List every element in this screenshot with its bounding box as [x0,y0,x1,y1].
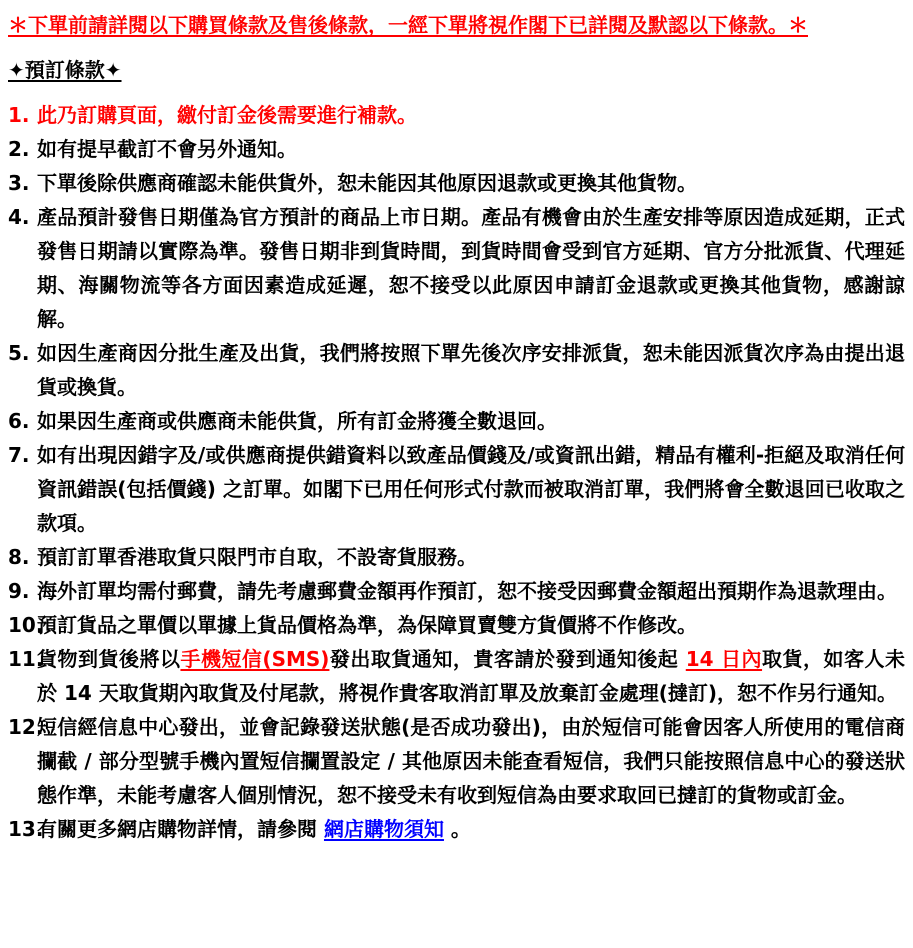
term-text-segment: 貨物到貨後將以 [37,647,181,671]
term-number: 10. [8,613,44,637]
term-text-segment: 預訂貨品之單價以單據上貨品價格為準，為保障買賣雙方貨價將不作修改。 [37,613,697,637]
term-text [37,137,297,161]
term-text-segment: 發出取貨通知，貴客請於發到通知後起 [329,647,686,671]
term-text-segment: 如有提早截訂不會另外通知。 [37,137,297,161]
term-text [37,409,557,433]
term-number: 8. [8,545,30,569]
term-number: 6. [8,409,30,433]
term-number: 9. [8,579,30,603]
term-text-segment: 。 [443,817,471,841]
term-text-segment: 下單後除供應商確認未能供貨外，恕未能因其他原因退款或更換其他貨物。 [37,171,697,195]
term-item [8,710,905,812]
term-item [8,98,905,132]
term-item [8,438,905,540]
term-text [37,613,697,637]
term-number: 3. [8,171,30,195]
term-number: 12. [8,715,44,739]
term-item [8,404,905,438]
term-item [8,608,905,642]
term-number: 4. [8,205,30,229]
section-title-preorder-terms: ✦預訂條款✦ [8,58,122,82]
term-number: 7. [8,443,30,467]
red-underline-highlight: 14 日內 [685,647,763,671]
term-text [37,205,905,331]
term-item [8,132,905,166]
term-text [37,103,417,127]
term-text-segment: 短信經信息中心發出，並會記錄發送狀態(是否成功發出)，由於短信可能會因客人所使用的電信商攔截 / 部分型號手機內置短信攔置設定 / 其他原因未能查看短信，我們只能按照信息中心的發送狀態作準，未能考慮客人個別情況，恕不接受未有收到短信為由要求取回已撻訂的貨物或訂金。 [37,715,905,807]
store-shopping-notice-link[interactable]: 網店購物須知 [323,817,444,841]
term-number: 2. [8,137,30,161]
term-item [8,200,905,336]
term-text [37,171,697,195]
term-item [8,336,905,404]
term-text [37,647,905,705]
term-text-segment: 如有出現因錯字及/或供應商提供錯資料以致產品價錢及/或資訊出錯，精品有權利-拒絕及取消任何資訊錯誤(包括價錢) 之訂單。如閣下已用任何形式付款而被取消訂單，我們將會全數退回已收取之款項。 [37,443,905,535]
term-item [8,166,905,200]
term-text-segment: 有關更多網店購物詳情，請參閱 [37,817,324,841]
term-number: 11. [8,647,44,671]
term-text-segment: 產品預計發售日期僅為官方預計的商品上市日期。產品有機會由於生產安排等原因造成延期，正式發售日期請以實際為準。發售日期非到貨時間，到貨時間會受到官方延期、官方分批派貨、代理延期、海關物流等各方面因素造成延遲，恕不接受以此原因申請訂金退款或更換其他貨物，感謝諒解。 [37,205,905,331]
term-text-segment: 此乃訂購頁面，繳付訂金後需要進行補款。 [37,103,417,127]
term-text-segment: 海外訂單均需付郵費，請先考慮郵費金額再作預訂，恕不接受因郵費金額超出預期作為退款理由。 [37,579,897,603]
term-number: 13. [8,817,44,841]
terms-list [8,98,905,846]
red-underline-highlight: 手機短信(SMS) [180,647,330,671]
term-text-segment: 預訂訂單香港取貨只限門市自取，不設寄貨服務。 [37,545,477,569]
term-text [37,545,477,569]
term-text-segment: 取貨，如客人未於 14 天取貨期內取貨及付尾款，將視作貴客取消訂單及放棄訂金處理(撻訂)，恕不作另行通知。 [37,647,906,705]
term-text-segment: 如果因生產商或供應商未能供貨，所有訂金將獲全數退回。 [37,409,557,433]
term-text [37,579,897,603]
term-item [8,812,905,846]
term-text-segment: 如因生產商因分批生產及出貨，我們將按照下單先後次序安排派貨，恕未能因派貨次序為由提出退貨或換貨。 [37,341,905,399]
term-text [37,817,471,841]
term-number: 5. [8,341,30,365]
term-item [8,642,905,710]
term-text [37,715,905,807]
warning-header: ＊下單前請詳閱以下購買條款及售後條款，一經下單將視作閣下已詳閱及默認以下條款。＊ [8,13,808,37]
term-number: 1. [8,103,30,127]
term-text [37,443,905,535]
term-item [8,574,905,608]
term-text [37,341,905,399]
term-item [8,540,905,574]
